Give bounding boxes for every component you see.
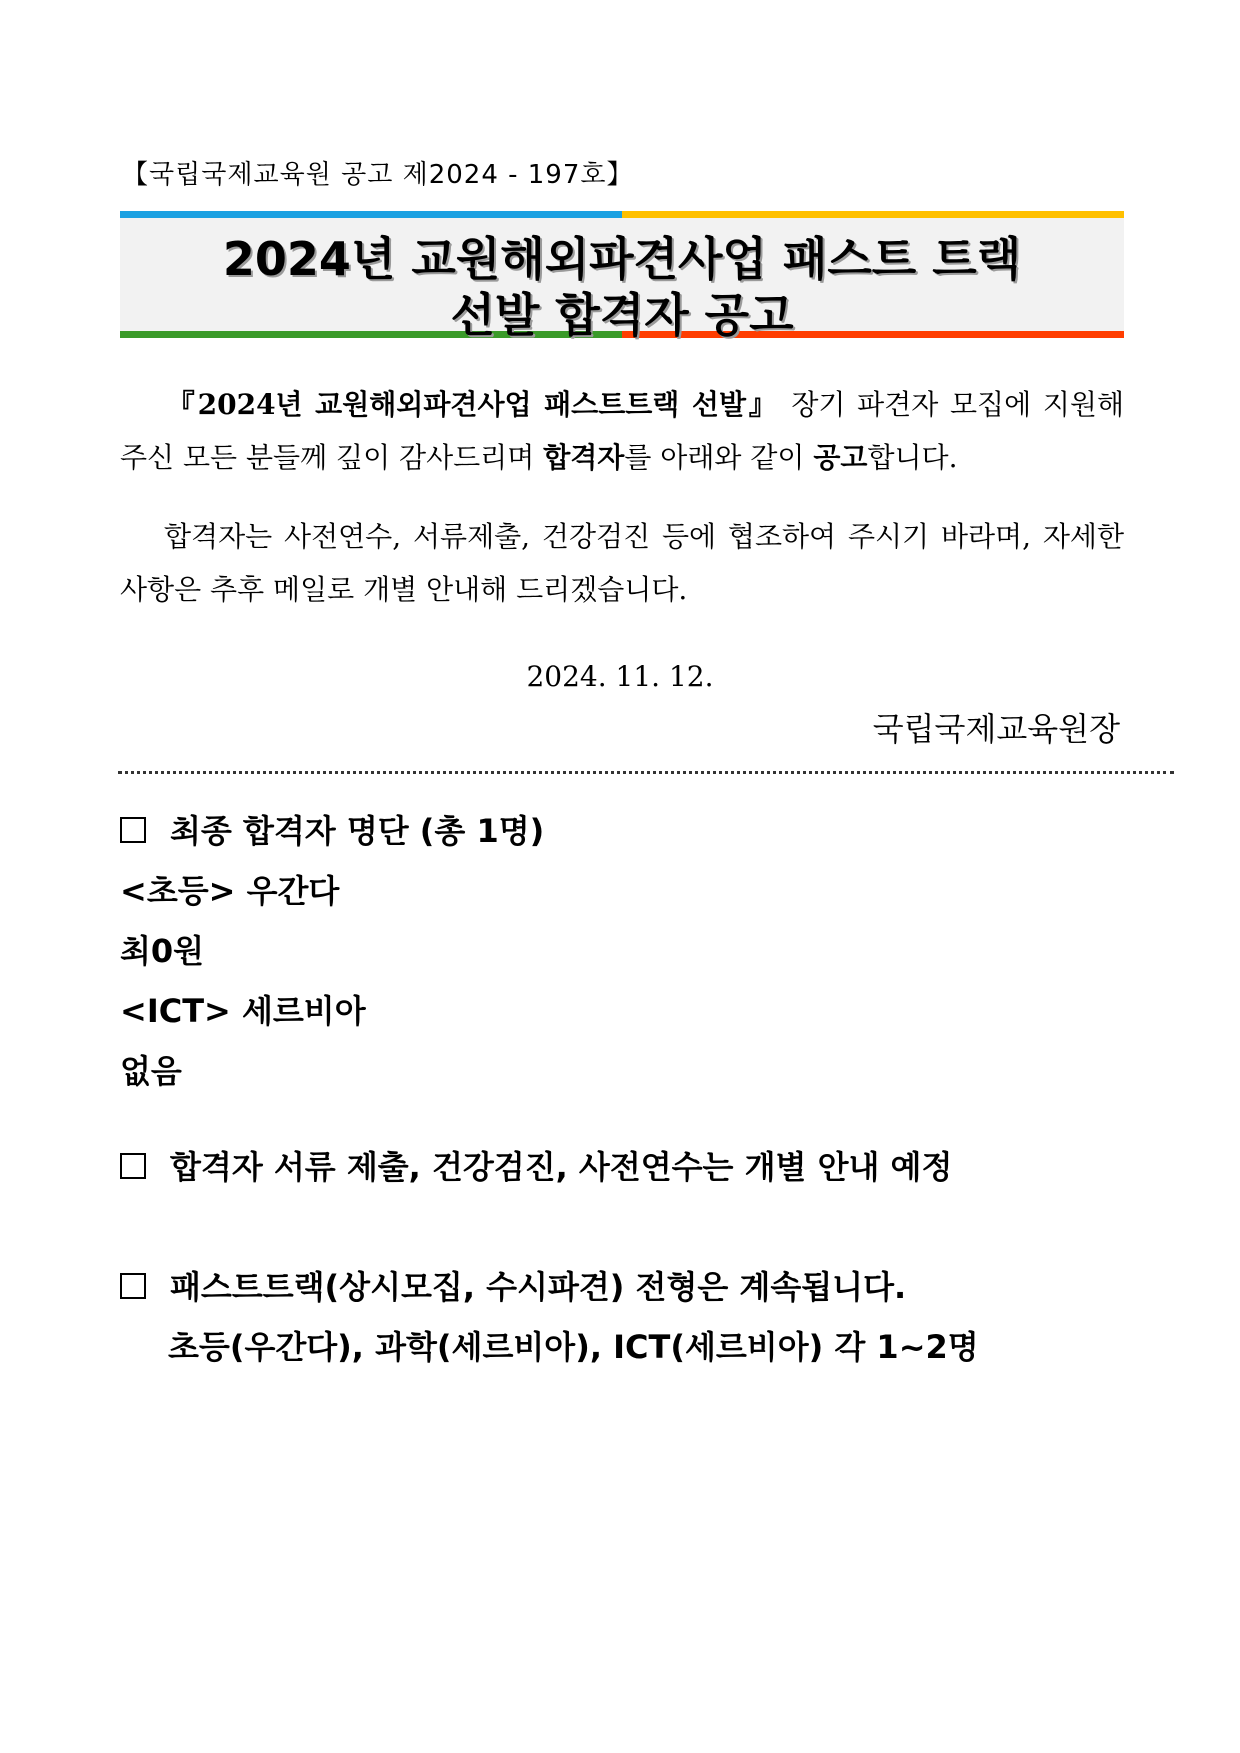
intro-bold-announce: 공고 — [813, 441, 868, 474]
signer: 국립국제교육원장 — [872, 710, 1120, 748]
documents-heading — [120, 1142, 952, 1188]
fasttrack-heading — [120, 1262, 906, 1308]
announcement-date: 2024. 11. 12. — [526, 660, 714, 693]
program-quote: 『2024년 교원해외파견사업 패스트트랙 선발』 — [164, 388, 780, 421]
dotted-divider — [118, 771, 1174, 774]
elementary-label: <초등> 우간다 — [120, 872, 340, 910]
final-list-heading — [120, 806, 544, 852]
intro-text-b: 를 아래와 같이 — [624, 441, 814, 474]
page-title-line-1: 2024년 교원해외파견사업 패스트 트랙 — [222, 232, 1022, 286]
notice-number: 【국립국제교육원 공고 제2024 - 197호】 — [122, 160, 634, 190]
intro-text-a: 장기 파견자 모집에 지원해 주신 모든 분들께 깊이 감사드리며 — [120, 388, 1124, 474]
guidance-text: 합격자는 사전연수, 서류제출, 건강검진 등에 협조하여 주시기 바라며, 자세한 사항은 추후 메일로 개별 안내해 드리겠습니다. — [120, 520, 1124, 606]
intro-text-c: 합니다. — [867, 441, 958, 474]
fasttrack-detail: 초등(우간다), 과학(세르비아), ICT(세르비아) 각 1~2명 — [168, 1328, 979, 1366]
ict-label: <ICT> 세르비아 — [120, 992, 366, 1030]
title-box — [120, 211, 1124, 342]
page-title-line-2: 선발 합격자 공고 — [450, 288, 794, 342]
title-bar-top-left — [120, 211, 622, 218]
checkbox-square-icon — [120, 817, 146, 843]
fasttrack-heading-text: 패스트트랙(상시모집, 수시파견) 전형은 계속됩니다. — [170, 1268, 907, 1306]
intro-paragraph — [120, 378, 1124, 484]
checkbox-square-icon — [120, 1153, 146, 1179]
final-list-heading-text: 최종 합격자 명단 (총 1명) — [170, 812, 545, 850]
intro-bold-passers: 합격자 — [543, 441, 625, 474]
checkbox-square-icon — [120, 1273, 146, 1299]
elementary-person: 최0원 — [120, 932, 205, 970]
documents-heading-text: 합격자 서류 제출, 건강검진, 사전연수는 개별 안내 예정 — [170, 1148, 953, 1186]
title-bar-top-right — [622, 211, 1124, 218]
guidance-paragraph — [120, 510, 1124, 616]
ict-person: 없음 — [120, 1052, 182, 1090]
